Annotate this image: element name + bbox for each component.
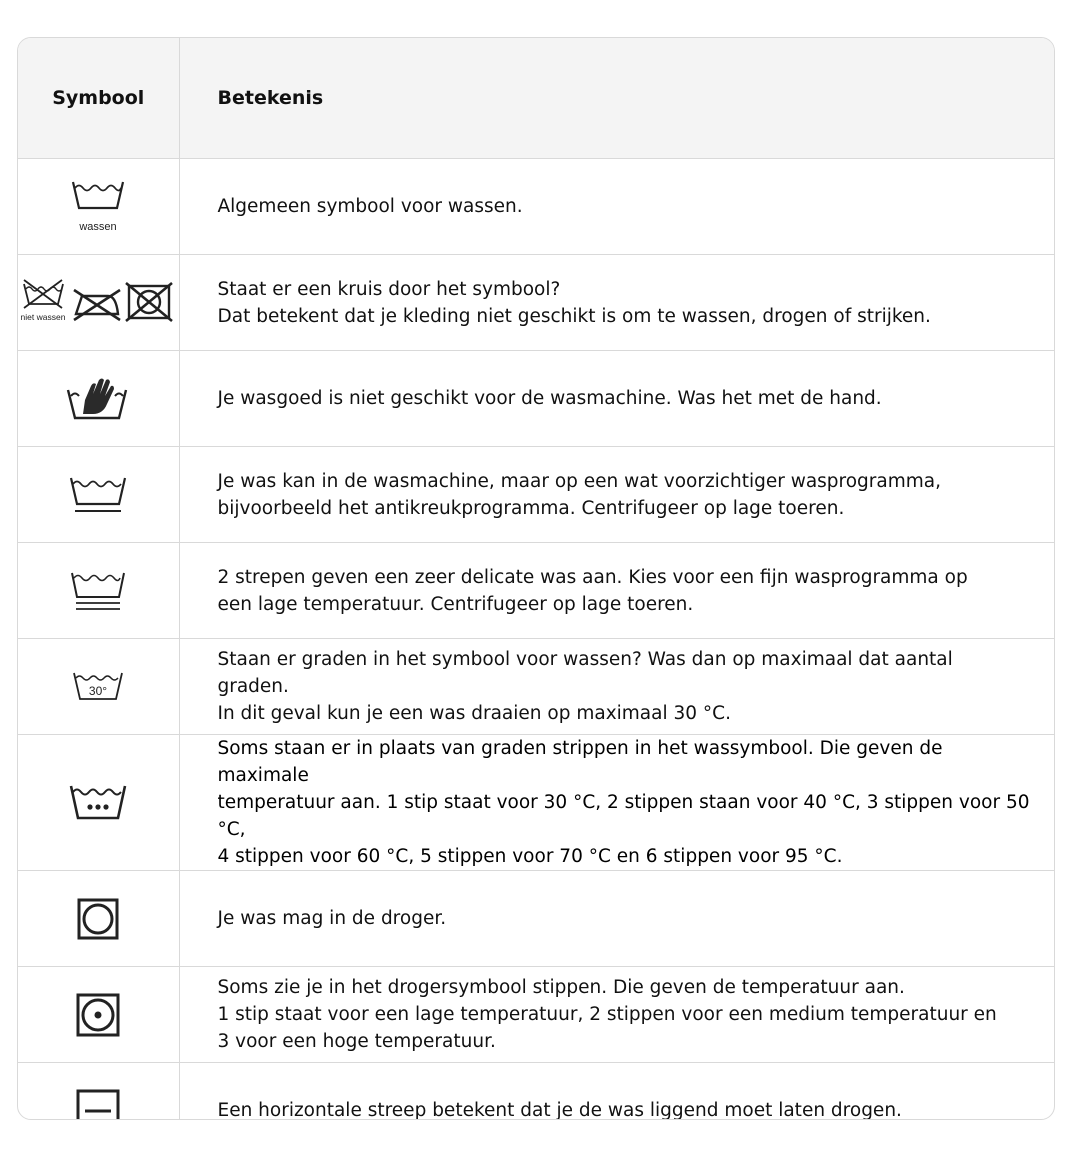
meaning-cell	[179, 255, 1054, 351]
do-not-wash-dry-iron-icons	[20, 278, 176, 328]
hand-wash-icon	[65, 374, 131, 424]
wash-label: wassen	[79, 220, 117, 233]
meaning-line: Je wasgoed is niet geschikt voor de wasmachine. Was het met de hand.	[217, 388, 882, 409]
meaning-cell	[179, 735, 1054, 871]
table-row	[18, 967, 1054, 1063]
meaning-line: 3 voor een hoge temperatuur.	[217, 1031, 496, 1052]
wash-delicate-two-bars-icon	[68, 567, 128, 615]
meaning-cell	[179, 1063, 1054, 1121]
symbol-cell	[18, 967, 179, 1063]
table-row	[18, 639, 1054, 735]
symbol-cell	[18, 639, 179, 735]
meaning-line: een lage temperatuur. Centrifugeer op lage toeren.	[217, 593, 694, 615]
table-row	[18, 871, 1054, 967]
not-wash-label: niet wassen	[20, 311, 66, 322]
meaning-cell	[179, 447, 1054, 543]
temperature-label: 30°	[89, 683, 108, 698]
symbol-cell	[18, 871, 179, 967]
wash-30-degrees-icon	[70, 667, 126, 707]
wash-dots-icon	[68, 780, 128, 826]
meaning-line: Je was kan in de wasmachine, maar op een wat voorzichtiger wasprogramma,	[217, 470, 942, 492]
table-row	[18, 735, 1054, 871]
meaning-line: Dat betekent dat je kleding niet geschikt is om te wassen, drogen of strijken.	[217, 305, 931, 327]
meaning-line: 2 strepen geven een zeer delicate was aan. Kies voor een fijn wasprogramma op	[217, 566, 968, 588]
meaning-line: Een horizontale streep betekent dat je de was liggend moet laten drogen.	[217, 1100, 902, 1120]
table-header-row	[18, 38, 1054, 159]
do-not-tumble-dry-icon	[126, 283, 172, 321]
care-symbols-table	[17, 37, 1055, 1120]
meaning-cell	[179, 871, 1054, 967]
meaning-line: Algemeen symbool voor wassen.	[217, 196, 523, 217]
symbol-cell	[18, 159, 179, 255]
table-row	[18, 351, 1054, 447]
symbol-cell	[18, 543, 179, 639]
table-row	[18, 255, 1054, 351]
meaning-cell	[179, 543, 1054, 639]
meaning-cell	[179, 159, 1054, 255]
meaning-line: Soms zie je in het drogersymbool stippen. Die geven de temperatuur aan.	[217, 977, 905, 998]
wash-gentle-one-bar-icon	[67, 472, 129, 518]
tumble-dry-dot-icon	[75, 992, 121, 1038]
meaning-cell	[179, 639, 1054, 735]
dry-flat-icon	[75, 1088, 121, 1121]
symbol-cell	[18, 255, 179, 351]
meaning-line: 4 stippen voor 60 °C, 5 stippen voor 70 °C en 6 stippen voor 95 °C.	[217, 846, 843, 867]
tumble-dry-icon	[76, 897, 120, 941]
table-row	[18, 543, 1054, 639]
table-row	[18, 1063, 1054, 1121]
meaning-line: Staan er graden in het symbool voor wassen? Was dan op maximaal dat aantal graden.	[217, 649, 953, 697]
table-row	[18, 447, 1054, 543]
header-symbol: Symbool	[18, 38, 179, 159]
do-not-wash-icon	[21, 280, 66, 322]
symbol-cell	[18, 1063, 179, 1121]
meaning-cell	[179, 351, 1054, 447]
header-meaning: Betekenis	[179, 38, 1054, 159]
symbol-cell	[18, 351, 179, 447]
table-row	[18, 159, 1054, 255]
meaning-line: Soms staan er in plaats van graden strippen in het wassymbool. Die geven de maximale	[217, 738, 943, 786]
meaning-line: Je was mag in de droger.	[217, 908, 447, 929]
meaning-cell	[179, 967, 1054, 1063]
symbol-cell	[18, 735, 179, 871]
do-not-iron-icon	[74, 290, 120, 320]
meaning-line: bijvoorbeeld het antikreukprogramma. Centrifugeer op lage toeren.	[217, 497, 845, 519]
meaning-line: Staat er een kruis door het symbool?	[217, 278, 561, 300]
meaning-line: temperatuur aan. 1 stip staat voor 30 °C, 2 stippen staan voor 40 °C, 3 stippen voor 50 °C,	[217, 792, 1030, 840]
meaning-line: In dit geval kun je een was draaien op maximaal 30 °C.	[217, 703, 731, 724]
meaning-line: 1 stip staat voor een lage temperatuur, 2 stippen voor een medium temperatuur en	[217, 1004, 997, 1025]
wash-tub-icon	[63, 176, 133, 238]
symbol-cell	[18, 447, 179, 543]
